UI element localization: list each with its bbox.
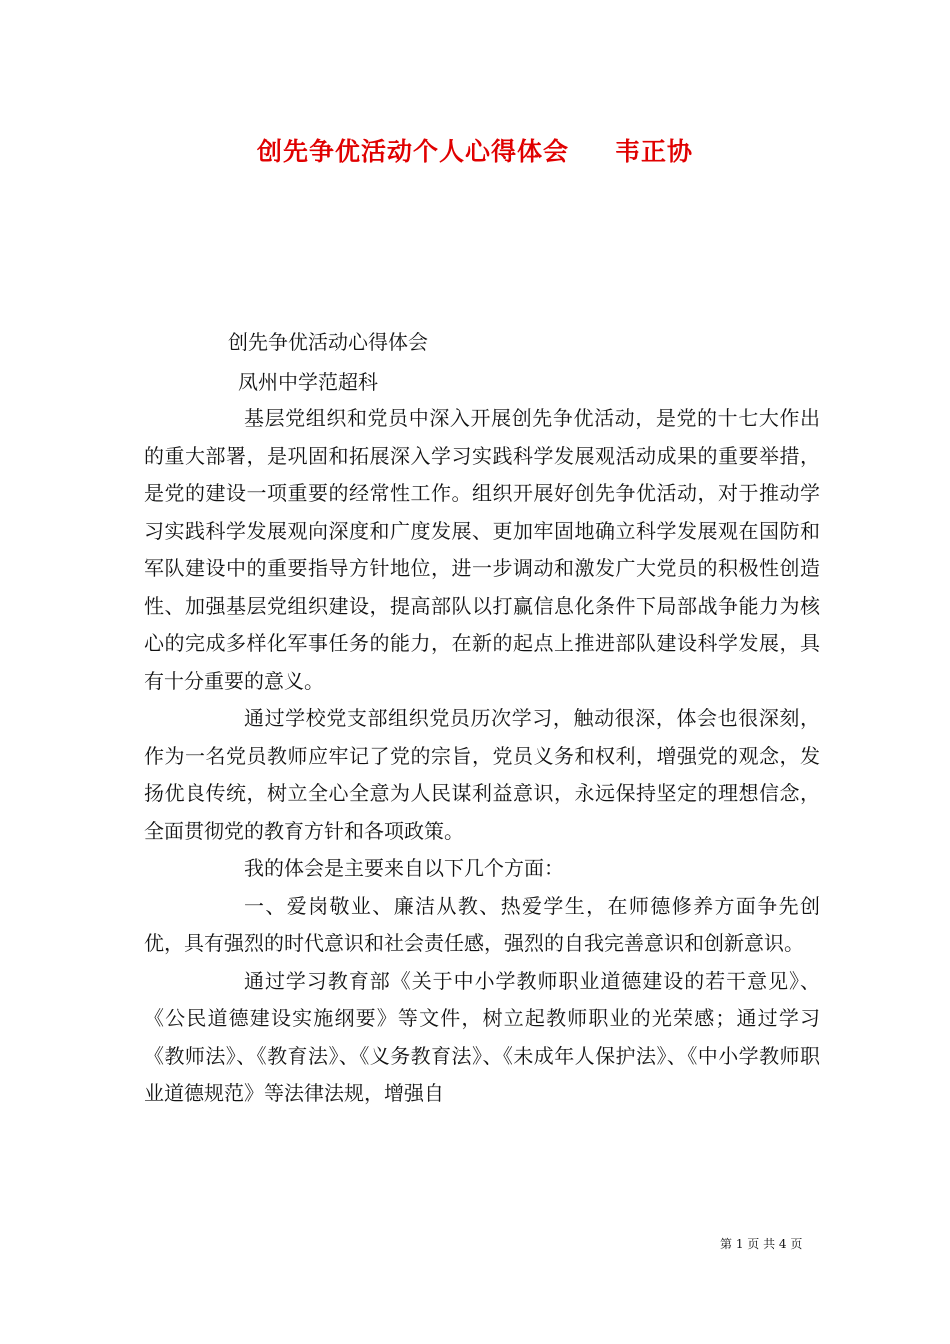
article-byline: 凤州中学范超科: [238, 370, 378, 394]
paragraph: 我的体会是主要来自以下几个方面：: [244, 856, 564, 880]
article-body: [144, 400, 820, 1113]
article-subtitle: 创先争优活动心得体会: [228, 330, 428, 354]
paragraph: 一、爱岗敬业、廉洁从教、热爱学生，在师德修养方面争先创优，具有强烈的时代意识和社会责任感，强烈的自我完善意识和创新意识。: [144, 893, 820, 955]
paragraph: 通过学校党支部组织党员历次学习，触动很深，体会也很深刻，作为一名党员教师应牢记了党的宗旨，党员义务和权利，增强党的观念，发扬优良传统，树立全心全意为人民谋利益意识，永远保持坚定的理想信念，全面贯彻党的教育方针和各项政策。: [144, 706, 820, 843]
page-number: 第 1 页 共 4 页: [720, 1237, 803, 1251]
document-title: [0, 132, 950, 168]
title-text: 创先争优活动个人心得体会: [256, 137, 569, 166]
title-author: 韦正协: [615, 137, 694, 166]
paragraph: 通过学习教育部《关于中小学教师职业道德建设的若干意见》、《公民道德建设实施纲要》等文件，树立起教师职业的光荣感；通过学习《教师法》、《教育法》、《义务教育法》、《未成年人保护法》、《中小学教师职业道德规范》等法律法规，增强自: [144, 968, 820, 1105]
paragraph: 基层党组织和党员中深入开展创先争优活动，是党的十七大作出的重大部署，是巩固和拓展深入学习实践科学发展观活动成果的重要举措，是党的建设一项重要的经常性工作。组织开展好创先争优活动，对于推动学习实践科学发展观向深度和广度发展、更加牢固地确立科学发展观在国防和军队建设中的重要指导方针地位，进一步调动和激发广大党员的积极性创造性、加强基层党组织建设，提高部队以打赢信息化条件下局部战争能力为核心的完成多样化军事任务的能力，在新的起点上推进部队建设科学发展，具有十分重要的意义。: [144, 406, 820, 693]
